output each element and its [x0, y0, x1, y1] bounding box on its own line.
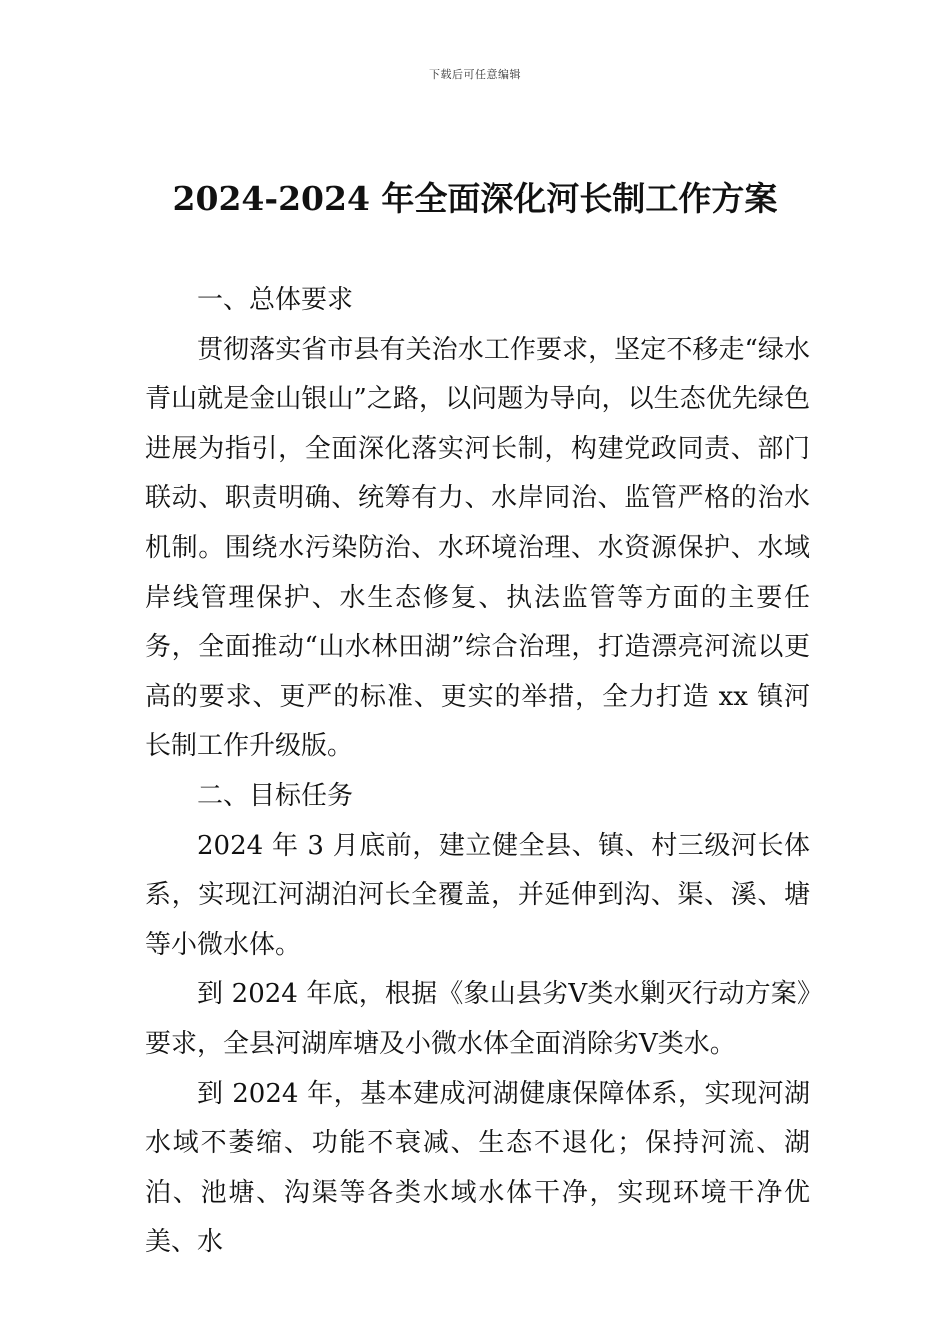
paragraph-overall-requirements: 贯彻落实省市县有关治水工作要求，坚定不移走“绿水青山就是金山银山”之路，以问题为导向，以生态优先绿色进展为指引，全面深化落实河长制，构建党政同责、部门联动、职责明确、统筹有力、水岸同治、监管严格的治水机制。围绕水污染防治、水环境治理、水资源保护、水域岸线管理保护、水生态修复、执法监管等方面的主要任务，全面推动“山水林田湖”综合治理，打造漂亮河流以更高的要求、更严的标准、更实的举措，全力打造 xx 镇河长制工作升级版。	[145, 334, 810, 762]
section-heading-overall-requirements: 一、总体要求	[197, 285, 354, 315]
paragraph-goal-march: 2024 年 3 月底前，建立健全县、镇、村三级河长体系，实现江河湖泊河长全覆盖，并延伸到沟、渠、溪、塘等小微水体。	[145, 830, 810, 960]
document-title: 2024-2024 年全面深化河长制工作方案	[172, 179, 778, 218]
section-heading-goals: 二、目标任务	[197, 780, 354, 811]
document-body	[145, 276, 810, 1268]
paragraph-goal-long-term: 到 2024 年，基本建成河湖健康保障体系，实现河湖水域不萎缩、功能不衰减、生态不退化；保持河流、湖泊、池塘、沟渠等各类水域水体干净，实现环境干净优美、水	[145, 1078, 810, 1258]
paragraph-goal-year-end: 到 2024 年底，根据《象山县劣Ⅴ类水剿灭行动方案》要求，全县河湖库塘及小微水体全面消除劣Ⅴ类水。	[145, 979, 810, 1059]
header-note: 下载后可任意编辑	[429, 68, 521, 81]
